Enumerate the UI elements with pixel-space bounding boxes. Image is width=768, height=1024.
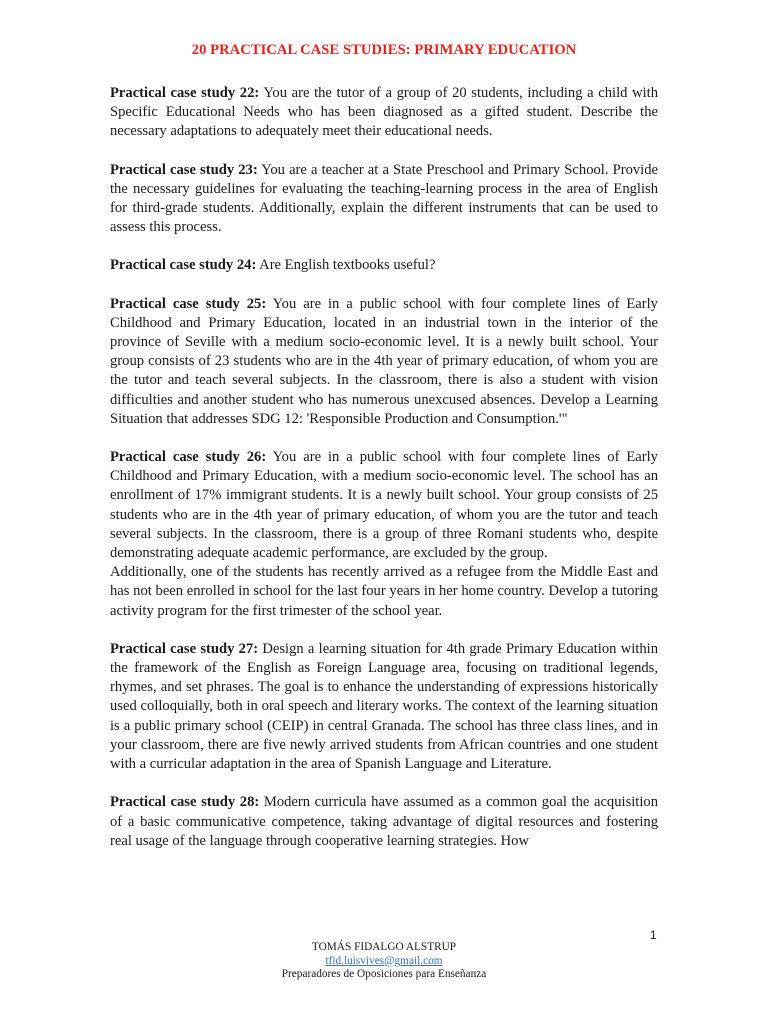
case-study-28 [110, 793, 658, 851]
page-number: 1 [650, 928, 657, 942]
case-study-text-continued: Additionally, one of the students has recently arrived as a refugee from the Middle East and has not been enrolled in school for the last four years in her home country. Develop a tutoring activity program for the first trimester of the school year. [110, 564, 658, 619]
case-study-25 [110, 295, 658, 429]
case-study-26 [110, 448, 658, 621]
footer-organization: Preparadores de Oposiciones para Enseñanza [281, 968, 487, 980]
case-study-label: Practical case study 23: [110, 161, 258, 178]
footer-author: TOMÁS FIDALGO ALSTRUP [311, 941, 457, 953]
document-title: 20 PRACTICAL CASE STUDIES: PRIMARY EDUCATION [191, 42, 577, 58]
case-study-27 [110, 640, 658, 774]
case-study-text: You are in a public school with four complete lines of Early Childhood and Primary Education, located in an industrial town in the interior of the province of Seville with a medium socio-economic level. It is a newly built school. Your group consists of 23 students who are in the 4th year of primary education, of whom you are the tutor and teach several subjects. In the classroom, there is also a student with vision difficulties and another student who has numerous unexcused absences. Develop a Learning Situation that addresses SDG 12: 'Responsible Production and Consumption.'" [110, 295, 658, 427]
case-study-label: Practical case study 24: [110, 257, 257, 274]
case-study-text: You are a teacher at a State Preschool and Primary School. Provide the necessary guidelines for evaluating the teaching-learning process in the area of English for third-grade students. Additionally, explain the different instruments that can be used to assess this process. [110, 161, 659, 236]
case-study-22 [110, 84, 658, 142]
case-study-label: Practical case study 22: [110, 85, 260, 101]
case-study-label: Practical case study 28: [110, 794, 260, 811]
case-study-23 [110, 161, 658, 238]
case-study-text: Design a learning situation for 4th grade Primary Education within the framework of the English as Foreign Language area, focusing on traditional legends, rhymes, and set phrases. The goal is to enhance the understanding of expressions historically used colloquially, both in oral speech and literary works. The context of the learning situation is a public primary school (CEIP) in central Granada. The school has three class lines, and in your classroom, there are five newly arrived students from African countries and one student with a curricular adaptation in the area of Spanish Language and Literature. [110, 640, 658, 773]
case-study-label: Practical case study 27: [110, 640, 259, 657]
case-study-label: Practical case study 25: [110, 295, 267, 312]
document-body [110, 84, 658, 870]
case-study-text: Modern curricula have assumed as a common goal the acquisition of a basic communicative competence, taking advantage of digital resources and fostering real usage of the language through cooperative learning strategies. How [110, 794, 659, 849]
page-footer [0, 941, 768, 982]
case-study-label: Practical case study 26: [110, 449, 267, 466]
case-study-text: Are English textbooks useful? [259, 257, 436, 274]
footer-email-link[interactable]: tfid.luisvives@gmail.com [325, 954, 443, 967]
case-study-24 [110, 256, 658, 275]
case-study-text: You are in a public school with four complete lines of Early Childhood and Primary Education, with a medium socio-economic level. The school has an enrollment of 17% immigrant students. It is a newly built school. Your group consists of 25 students who are in the 4th year of primary education, of whom you are the tutor and teach several subjects. In the classroom, there is a group of three Romani students who, despite demonstrating adequate academic performance, are excluded by the group. [110, 449, 658, 562]
case-study-text: You are the tutor of a group of 20 students, including a child with Specific Educational Needs who has been diagnosed as a gifted student. Describe the necessary adaptations to adequately meet their educational needs. [110, 85, 659, 140]
